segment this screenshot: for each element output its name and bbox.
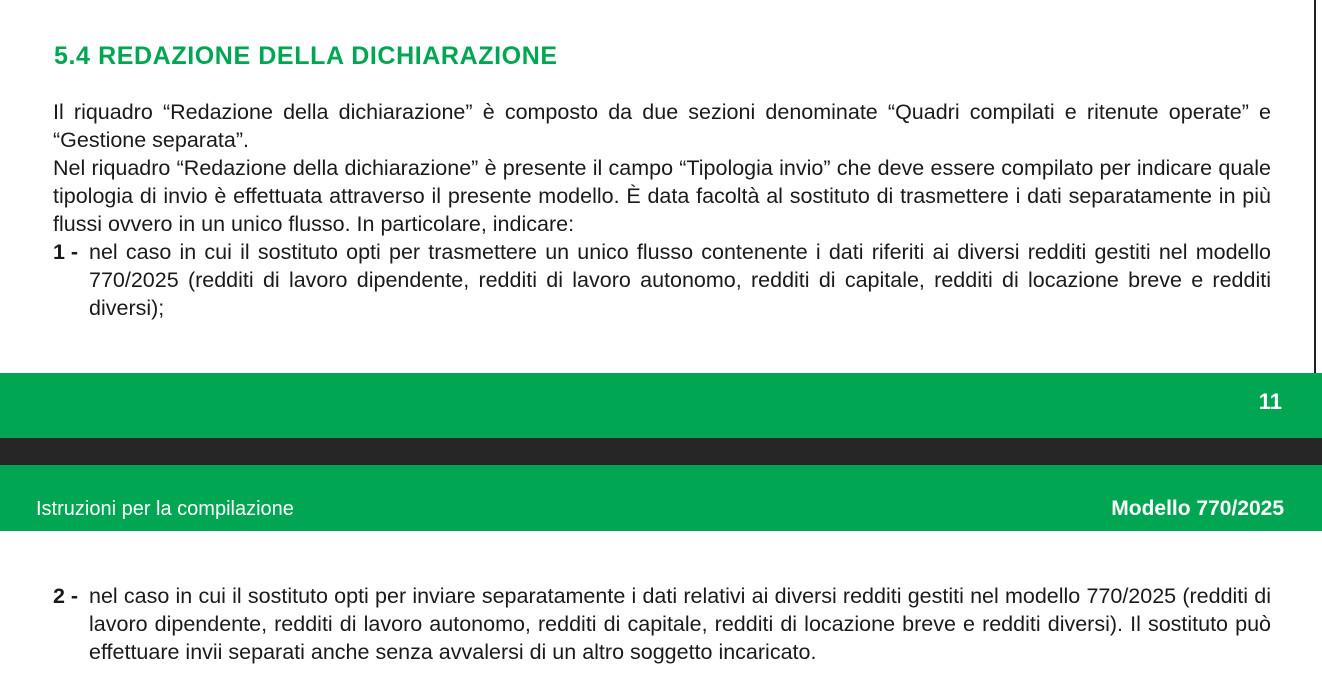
list-item-text: nel caso in cui il sostituto opti per trasmettere un unico flusso contenente i dati riferiti ai diversi redditi gestiti nel modello 770/2025 (redditi di lavoro dipendente, redditi di lavoro autonomo, redditi di capitale, redditi di locazione breve e redditi diversi);: [89, 240, 1271, 320]
page-footer-band: [0, 373, 1322, 438]
page-number: 11: [1258, 389, 1282, 414]
header-document-section: Istruzioni per la compilazione: [36, 498, 294, 520]
list-item-1: [53, 238, 1271, 322]
list-item-number: 1 -: [53, 240, 79, 264]
paragraph-tipologia-invio: Nel riquadro “Redazione della dichiarazione” è presente il campo “Tipologia invio” che deve essere compilato per indicare quale tipologia di invio è effettuata attraverso il presente modello. È data facoltà al sostituto di trasmettere i dati separatamente in più flussi ovvero in un unico flusso. In particolare, indicare:: [53, 156, 1271, 236]
list-item-number: 2 -: [53, 584, 79, 608]
page-separator: [0, 438, 1322, 465]
section-title: 5.4 REDAZIONE DELLA DICHIARAZIONE: [54, 42, 558, 70]
list-item-text: nel caso in cui il sostituto opti per inviare separatamente i dati relativi ai diversi redditi gestiti nel modello 770/2025 (redditi di lavoro dipendente, redditi di lavoro autonomo, redditi di capitale, redditi di locazione breve e redditi diversi). Il sostituto può effettuare invii separati anche senza avvalersi di un altro soggetto incaricato.: [89, 584, 1271, 664]
header-model-title: Modello 770/2025: [1111, 497, 1284, 520]
section-body-bottom: [53, 582, 1271, 666]
page-right-border: [1314, 0, 1316, 374]
list-item-2: [53, 582, 1271, 666]
page-header-band: [0, 465, 1322, 531]
paragraph-intro: Il riquadro “Redazione della dichiarazione” è composto da due sezioni denominate “Quadri compilati e ritenute operate” e “Gestione separata”.: [53, 100, 1271, 152]
section-body-top: [53, 98, 1271, 322]
